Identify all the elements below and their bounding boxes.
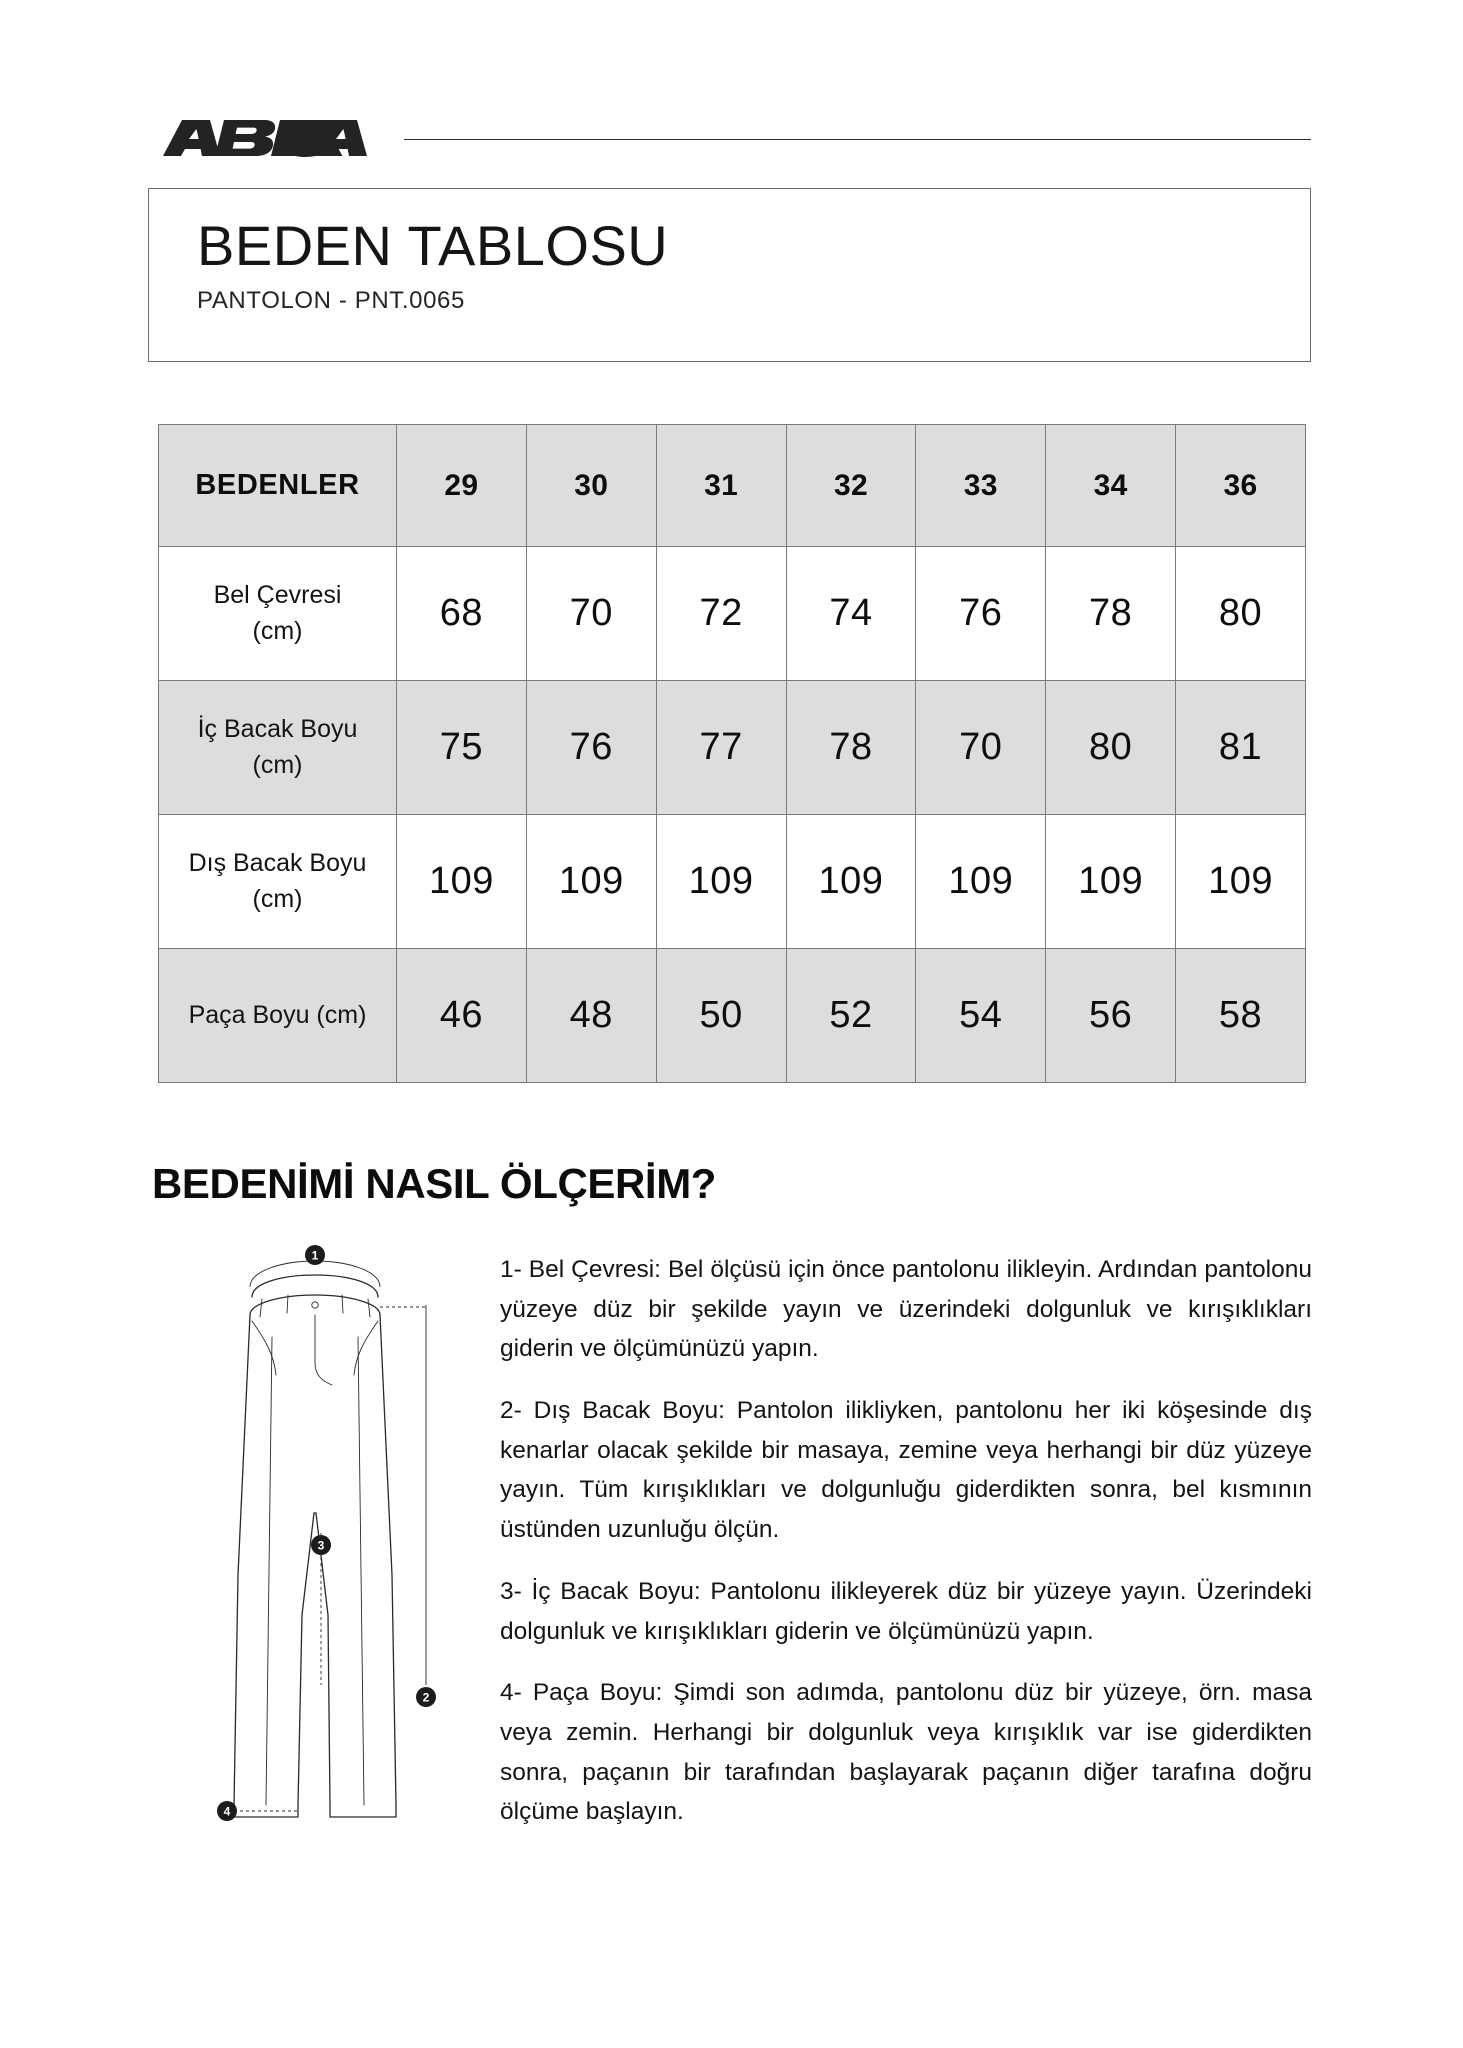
callout-1: [305, 1245, 325, 1265]
header-size-5: 34: [1046, 425, 1176, 547]
svg-text:1: 1: [311, 1248, 319, 1263]
instruction-1: 1- Bel Çevresi: Bel ölçüsü için önce pantolonu ilikleyin. Ardından pantolonu yüzeye düz bir şekilde yayın ve üzerindeki dolgunluk ve kırışıklıkları giderin ve ölçümünüzü yapın.: [500, 1256, 1312, 1363]
cell-1-0: 75: [397, 681, 527, 815]
table-row: [159, 949, 1306, 1083]
header-size-0: 29: [397, 425, 527, 547]
callout-2: [416, 1687, 436, 1707]
instruction-2: 2- Dış Bacak Boyu: Pantolon ilikliyken, pantolonu her iki köşesinde dış kenarlar olacak şekilde bir masaya, zemine veya herhangi bir düz yüzeye yayın. Tüm kırışıklıkları ve dolgunluğu giderdikten sonra, bel kısmının üstünden uzunluğu ölçün.: [500, 1397, 1312, 1544]
title-card: [148, 188, 1311, 362]
cell-2-4: 109: [916, 815, 1046, 949]
header-bedenler: BEDENLER: [159, 425, 397, 547]
svg-text:4: 4: [223, 1804, 231, 1819]
cell-1-6: 81: [1176, 681, 1306, 815]
cell-0-2: 72: [656, 547, 786, 681]
header-rule: [404, 139, 1311, 140]
cell-0-4: 76: [916, 547, 1046, 681]
cell-0-6: 80: [1176, 547, 1306, 681]
header-size-1: 30: [526, 425, 656, 547]
howto-heading: BEDENİMİ NASIL ÖLÇERİM?: [152, 1160, 717, 1207]
row-label-line1: Bel Çevresi: [213, 581, 342, 609]
cell-3-0: 46: [397, 949, 527, 1083]
svg-text:2: 2: [422, 1690, 430, 1705]
page-header: [152, 118, 1311, 158]
table-row: [159, 681, 1306, 815]
row-label-line1: Paça Boyu (cm): [188, 1000, 367, 1029]
cell-3-3: 52: [786, 949, 916, 1083]
header-size-4: 33: [916, 425, 1046, 547]
trousers-diagram: [190, 1245, 490, 1865]
page-title: BEDEN TABLOSU: [197, 214, 669, 277]
row-label-line1: Dış Bacak Boyu: [188, 849, 367, 877]
instruction-4: 4- Paça Boyu: Şimdi son adımda, pantolonu düz bir yüzeye, örn. masa veya zemin. Herhangi bir dolgunluk veya kırışıklık var ise giderdikten sonra, paçanın bir tarafından başlayarak paçanın diğer tarafına doğru ölçüme başlayın.: [500, 1679, 1312, 1826]
cell-2-1: 109: [526, 815, 656, 949]
abluka-logo: [152, 118, 390, 158]
row-label-0: [159, 547, 397, 681]
cell-3-1: 48: [526, 949, 656, 1083]
cell-0-1: 70: [526, 547, 656, 681]
row-label-2: [159, 815, 397, 949]
row-label-line1: İç Bacak Boyu: [197, 715, 358, 743]
cell-1-3: 78: [786, 681, 916, 815]
cell-2-3: 109: [786, 815, 916, 949]
header-size-3: 32: [786, 425, 916, 547]
table-row: [159, 547, 1306, 681]
row-label-line2: (cm): [252, 616, 303, 645]
cell-2-2: 109: [656, 815, 786, 949]
svg-text:3: 3: [317, 1538, 325, 1553]
table-header-row: [159, 425, 1306, 547]
row-label-line2: (cm): [252, 750, 303, 779]
measurement-instructions: [500, 1250, 1312, 1832]
row-label-line2: (cm): [252, 884, 303, 913]
instruction-3: 3- İç Bacak Boyu: Pantolonu ilikleyerek düz bir yüzeye yayın. Üzerindeki dolgunluk ve kırışıklıkları giderin ve ölçümünüzü yapın.: [500, 1577, 1312, 1645]
header-size-6: 36: [1176, 425, 1306, 547]
cell-1-2: 77: [656, 681, 786, 815]
cell-3-2: 50: [656, 949, 786, 1083]
cell-1-5: 80: [1046, 681, 1176, 815]
row-label-1: [159, 681, 397, 815]
header-size-2: 31: [656, 425, 786, 547]
cell-0-0: 68: [397, 547, 527, 681]
cell-1-4: 70: [916, 681, 1046, 815]
cell-3-4: 54: [916, 949, 1046, 1083]
cell-2-0: 109: [397, 815, 527, 949]
product-code: PANTOLON - PNT.0065: [197, 286, 465, 314]
cell-0-3: 74: [786, 547, 916, 681]
cell-3-5: 56: [1046, 949, 1176, 1083]
cell-2-6: 109: [1176, 815, 1306, 949]
size-table: [158, 424, 1306, 1083]
row-label-3: [159, 949, 397, 1083]
cell-1-1: 76: [526, 681, 656, 815]
cell-2-5: 109: [1046, 815, 1176, 949]
table-row: [159, 815, 1306, 949]
cell-0-5: 78: [1046, 547, 1176, 681]
callout-4: [217, 1801, 237, 1821]
callout-3: [311, 1535, 331, 1555]
cell-3-6: 58: [1176, 949, 1306, 1083]
